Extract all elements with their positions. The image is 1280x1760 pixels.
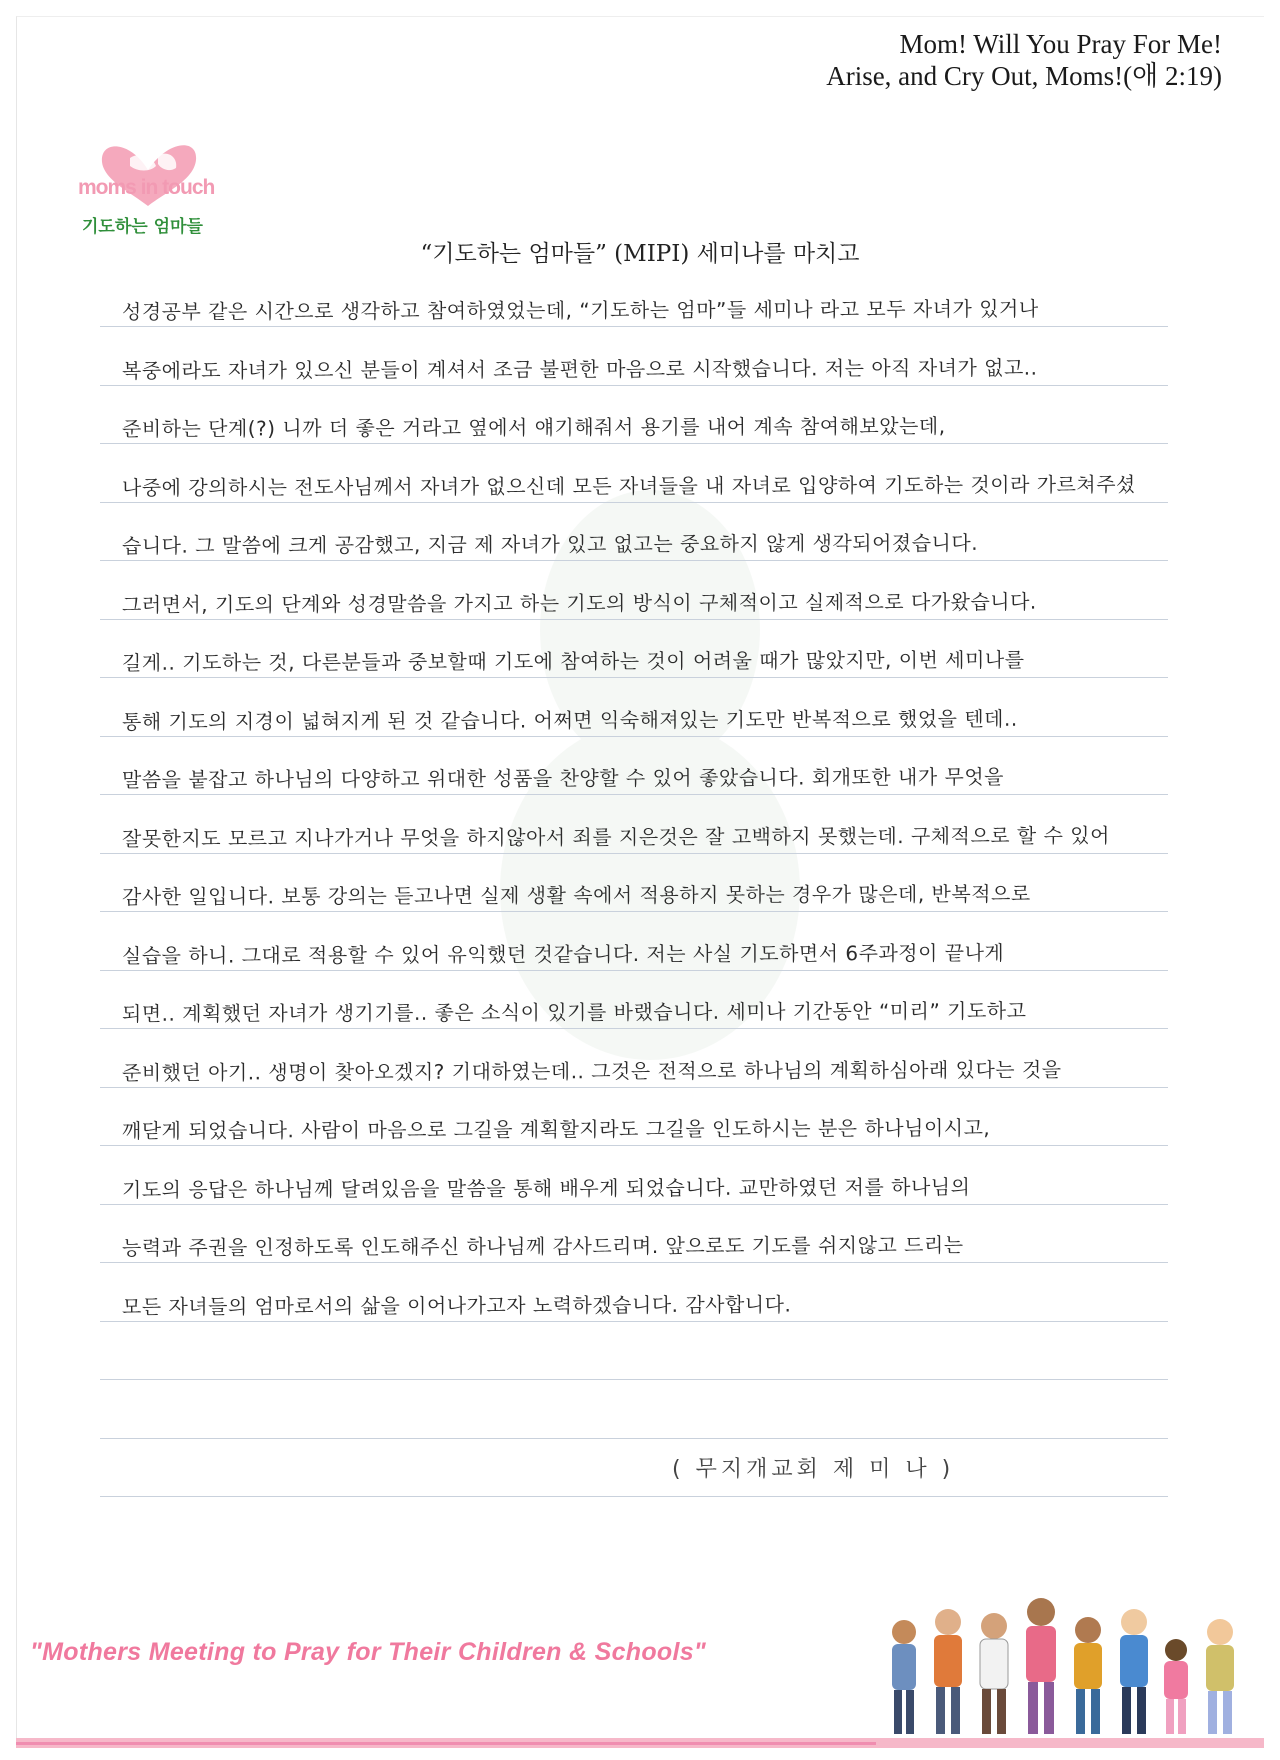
letter-line: 통해 기도의 지경이 넓혀지게 된 것 같습니다. 어쩌면 익숙해져있는 기도만 반복적으로 했었을 텐데.. — [121, 706, 1018, 734]
ruled-line — [100, 502, 1168, 503]
ruled-line — [100, 1028, 1168, 1029]
letter-line: 잘못한지도 모르고 지나가거나 무엇을 하지않아서 죄를 지은것은 잘 고백하지 못했는데. 구체적으로 할 수 있어 — [121, 822, 1110, 851]
ruled-line — [100, 794, 1168, 795]
ruled-line — [100, 560, 1168, 561]
signature: ( 무지개교회 제 미 나 ) — [672, 1457, 955, 1482]
ruled-line — [100, 911, 1168, 912]
ruled-line — [100, 1204, 1168, 1205]
bottom-bar-accent — [16, 1742, 876, 1745]
logo-brand-text: moms in touch — [78, 176, 215, 199]
letter-line: 길게.. 기도하는 것, 다른분들과 중보할때 기도에 참여하는 것이 어려울 때가 많았지만, 이번 세미나를 — [121, 647, 1025, 675]
letter-line: 나중에 강의하시는 전도사님께서 자녀가 없으신데 모든 자녀들을 내 자녀로 입양하여 기도하는 것이라 가르쳐주셨 — [121, 471, 1136, 500]
ruled-line — [100, 970, 1168, 971]
ruled-line — [100, 326, 1168, 327]
letter-line: 준비했던 아기.. 생명이 찾아오겠지? 기대하였는데.. 그것은 전적으로 하나님의 계획하심아래 있다는 것을 — [121, 1057, 1062, 1085]
ruled-line — [100, 385, 1168, 386]
ruled-line — [100, 1496, 1168, 1497]
child-figure-3 — [980, 1613, 1008, 1734]
letter-line: 감사한 일입니다. 보통 강의는 듣고나면 실제 생활 속에서 적용하지 못하는 경우가 많은데, 반복적으로 — [121, 881, 1031, 909]
letter-line: 습니다. 그 말씀에 크게 공감했고, 지금 제 자녀가 있고 없고는 중요하지 않게 생각되어졌습니다. — [121, 530, 979, 558]
letter-line: 능력과 주권을 인정하도록 인도해주신 하나님께 감사드리며. 앞으로도 기도를 쉬지않고 드리는 — [121, 1232, 964, 1260]
ruled-line — [100, 443, 1168, 444]
header-line-2: Arise, and Cry Out, Moms!(애 2:19) — [826, 61, 1222, 91]
child-figure-2 — [934, 1609, 962, 1734]
letter-line: 기도의 응답은 하나님께 달려있음을 말씀을 통해 배우게 되었습니다. 교만하였던 저를 하나님의 — [121, 1174, 971, 1202]
child-figure-4 — [1026, 1598, 1056, 1734]
ruled-line — [100, 736, 1168, 737]
letter-line: 복중에라도 자녀가 있으신 분들이 계셔서 조금 불편한 마음으로 시작했습니다. 저는 아직 자녀가 없고.. — [121, 355, 1038, 383]
ruled-line — [100, 853, 1168, 854]
child-figure-1 — [892, 1620, 916, 1734]
child-figure-5 — [1074, 1617, 1102, 1734]
ruled-line — [100, 1438, 1168, 1439]
ruled-line — [100, 619, 1168, 620]
ruled-line — [100, 1145, 1168, 1146]
letter-title: “기도하는 엄마들” (MIPI) 세미나를 마치고 — [420, 241, 860, 267]
child-figure-7 — [1164, 1639, 1188, 1734]
letter-line: 그러면서, 기도의 단계와 성경말씀을 가지고 하는 기도의 방식이 구체적이고 실제적으로 다가왔습니다. — [121, 589, 1037, 617]
ruled-line — [100, 1379, 1168, 1380]
letter-line: 성경공부 같은 시간으로 생각하고 참여하였었는데, “기도하는 엄마”들 세미나 라고 모두 자녀가 있거나 — [121, 296, 1039, 324]
ruled-line — [100, 677, 1168, 678]
letter-line: 말씀을 붙잡고 하나님의 다양하고 위대한 성품을 찬양할 수 있어 좋았습니다. 회개또한 내가 무엇을 — [121, 764, 1004, 792]
letter-line: 실습을 하니. 그대로 적용할 수 있어 유익했던 것같습니다. 저는 사실 기도하면서 6주과정이 끝나게 — [121, 940, 1005, 968]
child-figure-8 — [1206, 1619, 1234, 1734]
footer-slogan: "Mothers Meeting to Pray for Their Children & Schools" — [30, 1638, 707, 1666]
ruled-line — [100, 1087, 1168, 1088]
ruled-line — [100, 1321, 1168, 1322]
letter-line: 준비하는 단계(?) 니까 더 좋은 거라고 옆에서 얘기해줘서 용기를 내어 계속 참여해보았는데, — [121, 413, 946, 441]
letter-line: 깨닫게 되었습니다. 사람이 마음으로 그길을 계획할지라도 그길을 인도하시는 분은 하나님이시고, — [121, 1115, 991, 1143]
letter-line: 되면.. 계획했던 자녀가 생기기를.. 좋은 소식이 있기를 바랬습니다. 세미나 기간동안 “미리” 기도하고 — [121, 998, 1027, 1026]
header-line-1: Mom! Will You Pray For Me! — [899, 29, 1222, 59]
ruled-line — [100, 1262, 1168, 1263]
child-figure-6 — [1120, 1609, 1148, 1734]
logo-subtitle: 기도하는 엄마들 — [82, 217, 203, 237]
letter-line: 모든 자녀들의 엄마로서의 삶을 이어나가고자 노력하겠습니다. 감사합니다. — [121, 1291, 792, 1319]
children-illustration — [876, 1582, 1268, 1742]
